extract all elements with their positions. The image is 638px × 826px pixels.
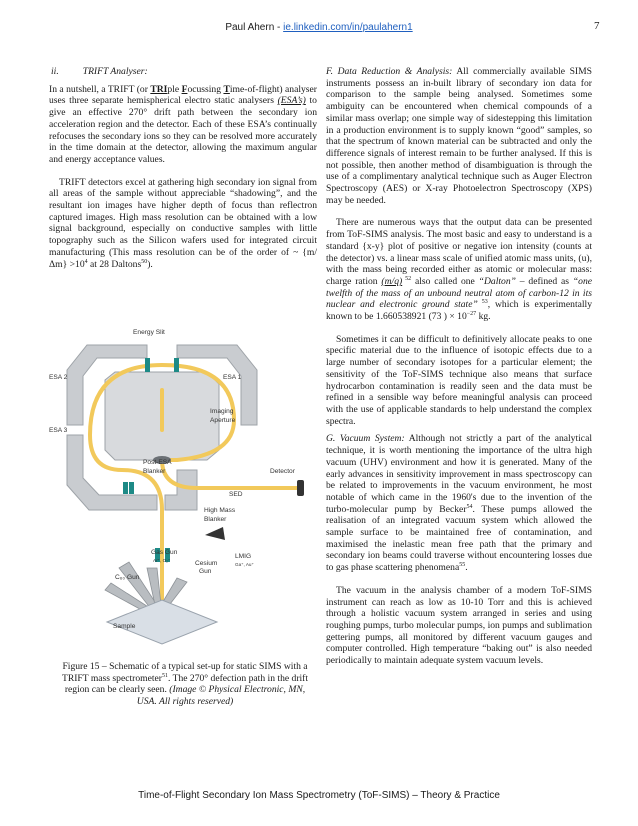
label-gas-gun-sub: Ar⁺, O₂⁺: [153, 558, 171, 563]
right-paragraph-3: Sometimes it can be difficult to definitively allocate peaks to one specific material due to the influence of isotopic effects due to a large number of secondary isotopes for a particular element; the sensitivity of the ToF-SIMS technique also means that surface hydrocarbon contamination is readily seen and the data must be refined in a sensible way before meaningful analysis can proceed with the use of applicable standards to help understand the complex spectra.: [326, 333, 592, 427]
label-detector: Detector: [270, 468, 295, 475]
sed-detector: [205, 527, 225, 540]
label-gun: Gun: [199, 568, 212, 575]
label-blanker: Blanker: [143, 468, 166, 475]
right-paragraph-4: G. Vacuum System: Although not strictly a part of the analytical technique, it is worth mentioning the importance of the ultra high vacuum (UHV) environment and how it is generated. Many of the early advances in sensitivity improvement in mass spectroscopy can be related to improvements in the vacuum environment, he most notable of which came in the 1960's due to the invention of the turbo-molecular pump by Becker$^{54}$. These pumps allowed the realisation of an integrated vacuum system which allowed the sample surface to be maintained free of contamination, and maximised the inelastic mean free path that the primary and secondary ion beams could traverse without encountering losses due to gas phase scattering phenomena$^{55}$.: [326, 433, 593, 574]
label-esa3: ESA 3: [49, 427, 68, 434]
left-paragraph-1: In a nutshell, a TRIFT (or TRIple Focussing Time-of-flight) analyser uses three separate hemispherical electro static analysers (ESA’s) to give an effective 270° drift path between the secondary ion acceleration region and the detector. Each of these ESA’s continually refocuses the secondary ions so they can be resolved more accurately in the time domain at the detector, allowing the maximum angular and energy acceptance values.: [49, 83, 317, 165]
section-heading: ii. TRIFT Analyser:: [51, 66, 148, 77]
label-lmig-sub: Ga⁺, Au⁺: [235, 562, 254, 567]
figure-caption: Figure 15 – Schematic of a typical set-up for static SIMS with a TRIFT mass spectrometer$^{51}$. The 270° defection path in the drift region can be clearly seen. (Image © Physical Electronic, MN, USA. All rights reserved): [61, 661, 309, 708]
label-esa2: ESA 2: [49, 374, 68, 381]
label-imaging: Imaging: [210, 408, 234, 415]
right-paragraph-2: There are numerous ways that the output data can be presented from ToF-SIMS analysis. The most basic and easy to understand is a standard {x-y} plot of positive or negative ion intensity (counts at the detector) vs. a linear mass scale of unified atomic mass units, (u), with the mass being recorded either as atomic or molecular mass: charge ration (m/q) $^{52}$ also called one “Dalton” – defined as “one twelfth of the mass of an unbound neutral atom of carbon-12 in its nuclear and electronic ground state” $^{53}$, which is experimentally known to be 1.660538921 (73 ) × $10^{-27}$ kg.: [326, 217, 593, 323]
label-cesium: Cesium: [195, 560, 218, 567]
sample-plate: [107, 600, 217, 644]
label-sed: SED: [229, 491, 243, 498]
linkedin-link[interactable]: ie.linkedin.com/in/paulahern1: [283, 22, 413, 33]
label-aperture: Aperture: [210, 417, 236, 424]
label-energy-slit: Energy Slit: [133, 329, 165, 336]
right-column: [326, 66, 592, 667]
right-paragraph-5: The vacuum in the analysis chamber of a modern ToF-SIMS instrument can reach as low as 10-10 Torr and this is achieved through a holistic vacuum system arranged in series and using roughing pumps, turbo molecular pumps, ion pumps and sublimation gettering pumps, all monitored by different vacuum gauges and computer controlled. High temperature “baking out” is also needed periodically to maintain adequate system vacuum levels.: [326, 584, 592, 667]
label-blanker2: Blanker: [204, 516, 227, 523]
label-c60-gun: C₆₀ Gun: [115, 574, 140, 581]
detector-block: [297, 480, 304, 496]
label-high-mass: High Mass: [204, 507, 236, 514]
label-sample: Sample: [113, 623, 136, 630]
left-column: [49, 66, 317, 270]
label-post-esa: Post-ESA: [143, 459, 172, 466]
right-paragraph-1: F. Data Reduction & Analysis: All commercially available SIMS instruments possess an in-built library of secondary ion data for comparison to the sample being analysed. Sometimes some ambiguity can be encountered when chemical compounds of a similar mass overlap; one simple way of sidestepping this limitation in a production environment is to supply known “good” samples, so that the spectrum of known material can be subtracted and only the difference signals of interest remain to be further analysed. If this is not possible, then another method of disambiguation is through the use of a complimentary analytical technique such as Auger Electron Spectroscopy (AES) or X-ray Photoelectron Spectroscopy (XPS) may be needed.: [326, 66, 592, 206]
trift-schematic: [47, 300, 319, 658]
page-header: [0, 22, 638, 33]
label-lmig: LMIG: [235, 553, 252, 560]
header-author: Paul Ahern -: [225, 22, 284, 33]
label-gas-gun: Gas Gun: [151, 549, 178, 556]
label-esa1: ESA 1: [223, 374, 242, 381]
left-paragraph-2: TRIFT detectors excel at gathering high secondary ion signal from all areas of the sample without appreciable “shadowing”, and the resultant ion images have higher depth of focus than reflectron captured images. High mass resolution can be obtained with a low signal background, especially on conductive samples with little topography such as the Silicon wafers used for integrated circuit manufacturing (This mass resolution can be of the order of ~ $\{m/\Delta m\} >10^4$ at 28 Daltons$^{50}$).: [49, 176, 317, 270]
page-footer: Time-of-Flight Secondary Ion Mass Spectrometry (ToF-SIMS) – Theory & Practice: [138, 790, 500, 801]
page-number: 7: [594, 20, 600, 32]
